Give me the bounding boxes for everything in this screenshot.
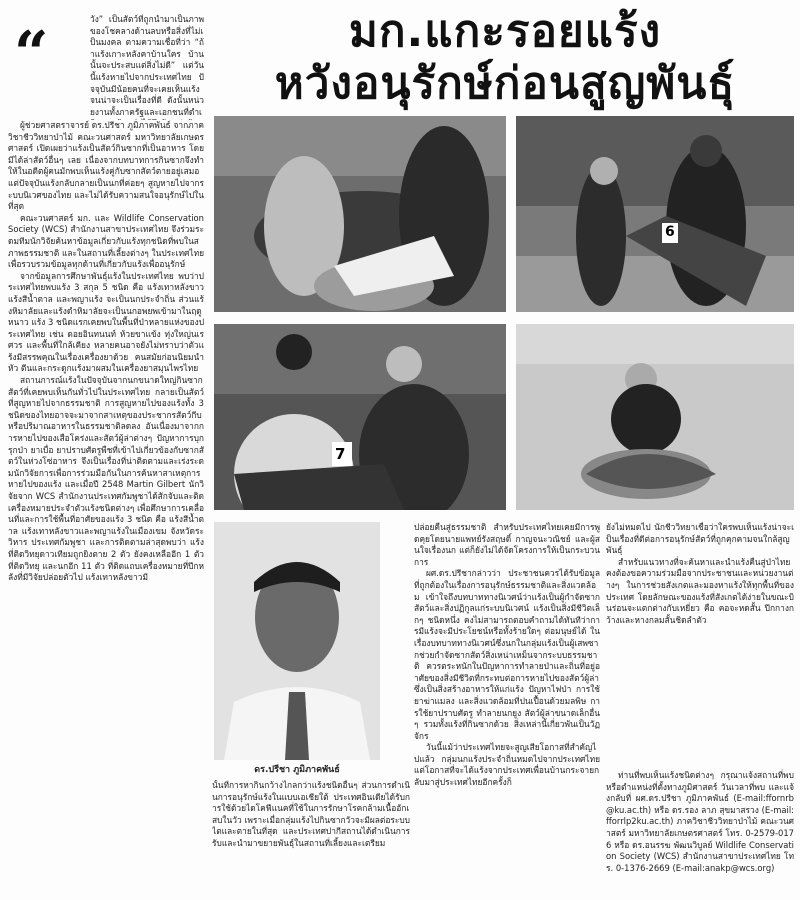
column2-body xyxy=(212,780,410,894)
portrait-photo xyxy=(214,522,380,760)
column3-p1: ปล่อยคืนสู่ธรรมชาติ สำหรับประเทศไทยเคยมีการพูดคุยโดยนายแพทย์รังสฤษดิ์ กาญจนะวณิชย์ และผู้สนใจเรื่องนก แต่ก็ยังไม่ได้จัดโครงการให้เป็นกระบวนการ xyxy=(414,522,600,567)
headline-line2: หวังอนุรักษ์ก่อนสูญพันธุ์ xyxy=(274,58,736,109)
column2-p1: นั้นที่การหากินกว้างไกลกว่าแร้งชนิดอื่นๆ ส่วนการดำเนินการอนุรักษ์แร้งในแบบเอเชียใต้ ประเทศอินเดียได้รับการใช้ด้วยไดโคฟีแนคที่ใช้ในการรักษาโรคกล้ามเนื้ออักเสบในวัว เพราะเมื่อกลุ่มแร้งไปกินซากวัวจะมีผลต่อระบบไตและตายในที่สุด และประเทศปากีสถานได้ดำเนินการรับและนำมาขยายพันธุ์ในสถานที่เลี้ยงและเตรียม xyxy=(212,780,410,848)
column3-body xyxy=(414,522,600,894)
column1-p4: จากข้อมูลการศึกษาพันธุ์แร้งในประเทศไทย พบว่าประเทศไทยพบแร้ง 3 สกุล 5 ชนิด คือ แร้งเทาหลังขาว แร้งสีน้ำตาล และพญาแร้ง จะเป็นนกประจำถิ่น ส่วนแร้งหิมาลัยและแร้งดำหิมาลัยจะเป็นนกอพยพเข้ามาในฤดูหนาว แร้ง 3 ชนิดแรกเคยพบในพื้นที่ป่าหลายแห่งของประเทศไทย เช่น ดอยอินทนนท์ ห้วยขาแข้ง ทุ่งใหญ่นเรศวร และพื้นที่ใกล้เคียง หลายคนอาจยังไม่ทราบว่าตัวแร้งมีสรรพคุณในเรื่องเครื่องยาด้วย คนสมัยก่อนนิยมนำหัว ตีนและกระดูกแร้งมาผสมในเครื่องยาสมุนไพรไทย xyxy=(8,270,204,374)
photo-vulture-handling-1 xyxy=(214,116,506,312)
headline-line1: มก.แกะรอยแร้ง xyxy=(348,6,662,57)
contact-info xyxy=(606,770,794,894)
column1-p2: ผู้ช่วยศาสตราจารย์ ดร.ปรีชา ภูมิภาคพันธ์ จากภาควิชาชีววิทยาป่าไม้ คณะวนศาสตร์ มหาวิทยาลัยเกษตรศาสตร์ เปิดเผยว่าแร้งเป็นสัตว์กินซากที่เป็นอาหาร โดยมีได้ล่าสัตว์อื่นๆ เลย เนื่องจากบทบาทการกินซากจึงทำให้ในอดีตผู้คนมักพบเห็นแร้งคู่กับซากสัตว์ตายอยู่เสมอ แต่ปัจจุบันแร้งกลับกลายเป็นนกที่ค่อยๆ สูญหายไปจากระบบนิเวศของไทย และไม่ได้รับความสนใจอนุรักษ์ไปในที่สุด xyxy=(8,120,204,212)
column1-intro xyxy=(90,14,204,120)
photo-vulture-researchers xyxy=(214,324,506,510)
vulture-tag-number: 7 xyxy=(335,445,346,463)
portrait-caption: ดร.ปรีชา ภูมิภาคพันธ์ xyxy=(254,765,340,775)
photo-vulture-wing-tag xyxy=(516,116,794,312)
column1-p3: คณะวนศาสตร์ มก. และ Wildlife Conservation Society (WCS) สำนักงานสาขาประเทศไทย จึงร่วมระดมทีมนักวิจัยค้นหาข้อมูลเกี่ยวกับแร้งทุกชนิดที่พบในสภาพธรรมชาติ และในสถานที่เลี้ยงต่างๆ ในประเทศไทย เพื่อรวบรวมข้อมูลทุกด้านที่เกี่ยวกับแร้งเพื่ออนุรักษ์ xyxy=(8,212,204,270)
column4-body xyxy=(606,522,794,712)
column4-p2: สำหรับแนวทางที่จะค้นหาและนำแร้งคืนสู่ป่าไทย คงต้องขอความร่วมมือจากประชาชนและหน่วยงานต่างๆ ในการช่วยสังเกตและมองหาแร้งให้ทุกพื้นที่ของประเทศ โดยลักษณะของแร้งที่สังเกตได้ง่ายในขณะบินร่อนจะแตกต่างกับเหยี่ยว คือ คอจะหดสั้น ปีกกางกว้างและหางกลมสั้นชิดลำตัว xyxy=(606,556,794,625)
quote-mark: “ xyxy=(14,19,49,89)
contact-text: ท่านที่พบเห็นแร้งชนิดต่างๆ กรุณาแจ้งสถานที่พบหรือตำแหน่งที่ตั้งทางภูมิศาสตร์ วันเวลาที่พบ และแจ้งกลับที่ ผศ.ดร.ปรีชา ภูมิภาคพันธ์ (E-mail:ffornrb@ku.ac.th) หรือ ดร.รอง ลาภ สุขมาสรวง (E-mail:fforrlp2ku.ac.th) ภาควิชาชีววิทยาป่าไม้ คณะวนศาสตร์ มหาวิทยาลัยเกษตรศาสตร์ โทร. 0-2579-0176 หรือ ดร.อนรรฆ พัฒนวิบูลย์ Wildlife Conservation Society (WCS) สำนักงานสาขาประเทศไทย โทร. 0-1376-2669 (E-mail:anakp@wcs.org) xyxy=(606,770,794,873)
column1-p1: วัง” เป็นสัตว์ที่ถูกนำมาเป็นภาพของโชคลางด้านลบหรือสิ่งที่ไม่เป็นมงคล ตามความเชื่อที่ว่า “ถ้าแร้งเกาะหลังคาบ้านใคร บ้านนั้นจะประสบแต่สิ่งไม่ดี” แต่วันนี้แร้งหายไปจากประเทศไทย ปัจจุบันมีน้อยคนที่จะเคยเห็นแร้งจนน่าจะเป็นเรื่องที่ดี ดังนั้นหน่วยงานทั้งภาครัฐและเอกชนที่ดำเ xyxy=(90,14,204,117)
wing-tag-number: 6 xyxy=(665,224,675,240)
column1-p5: สถานการณ์แร้งในปัจจุบันจากนกขนาดใหญ่กินซากสัตว์ที่เคยพบเห็นกันทั่วไปในประเทศไทย กลายเป็นสัตว์ที่สูญหายไปจากธรรมชาติ การสูญหายไปของแร้งทั้ง 3 ชนิดของไทยอาจจะมาจากสาเหตุของประชากรสัตว์กีบหรือปริมาณอาหารในธรรมชาติลดลง อันเนื่องมาจากการหายไปของเสือโคร่งและสัตว์ผู้ล่าต่างๆ ปัญหาการบุกรุกป่า ยาเบื่อ ยาปราบศัตรูพืชที่เข้าไปเกี่ยวข้องกับซากสัตว์ในห่วงโซ่อาหาร จึงเป็นเรื่องที่น่าติดตามและเร่งระดมนักวิจัยการเพื่อการร่วมมือกันในการค้นหาสาเหตุการหายไปของแร้ง และเมื่อปี 2548 Martin Gilbert นักวิจัยจาก WCS สำนักงานประเทศกัมพูชาได้สักจับและติดเครื่องหมายประจำตัวแร้งชนิดต่างๆ เพื่อศึกษาการเคลื่อนที่และการใช้พื้นที่อาศัยของแร้ง 3 ชนิด คือ แร้งสีน้ำตาล แร้งเทาหลังขาวและพญาแร้งในเมืองเขม จังหวัดระวิหาร ประเทศกัมพูชา และการติดตามล่าสุดพบว่า แร้งที่ติดวิทยุดาวเทียมถูกยิงตาย 2 ตัว ยังคงเหลืออีก 1 ตัว ที่ติดวิทยุ และนกอีก 11 ตัว ที่ติดแถบเครื่องหมายที่ปีกหลังที่มีวิจัยปล่อยตัวไป แร้งเทาหลังขาวมี xyxy=(8,375,204,583)
photo-vulture-release xyxy=(516,324,794,510)
column4-p1: ยังไม่หมดไป นักชีววิทยาเชื่อว่าใครพบเห็นแร้งน่าจะเป็นเรื่องที่ดีต่อการอนุรักษ์สัตว์ที่ถูกคุกคามจนใกล้สูญพันธุ์ xyxy=(606,522,794,556)
column3-p2: ผศ.ดร.ปรีชากล่าวว่า ประชาชนควรได้รับข้อมูลที่ถูกต้องในเรื่องการอนุรักษ์ธรรมชาติและสิ่งแวดล้อม เข้าใจถึงบทบาททางนิเวศน์ว่าแร้งเป็นผู้กำจัดซากสัตว์และสิ่งปฏิกูลแก่ระบบนิเวศน์ แร้งเป็นสิ่งมีชีวิตเล็กๆ ชนิดหนึ่ง คงไม่สามารถตอบคำถามได้ทันทีว่าการมีแร้งจะมีประโยชน์หรือทั้งร้ายใดๆ ต่อมนุษย์ได้ ในเรื่องบทบาททางนิเวศน์ซึ่งนกในกลุ่มแร้งเป็นผู้เสพซากช่วยกำจัดซากสัตว์สิ่งเหน่าเหม็นจากระบบธรรมชาติ ควรตระหนักในปัญหาการทำลายป่าและถิ่นที่อยู่อาศัยของสิ่งมีชีวิตที่กระทบต่อการหายไปของสัตว์ผู้ล่า ซึ่งเป็นสิ่งสร้างอาหารให้แก่แร้ง ปัญหาไฟป่า การใช้ยาฆ่าแมลง และสิ่งแวดล้อมที่ปนเปื้อนด้วยมลพิษ การใช้ยาปราบศัตรู ทำลายนกยูง สัตว์ผู้ล่าขนาดเล็กอื่นๆ รวมทั้งแร้งที่กินซากด้วย สิ่งเหล่านี้เกี่ยวพันเป็นวัฏจักร xyxy=(414,568,600,741)
column3-p3: วันนี้แม้ว่าประเทศไทยจะสูญเสียโอกาสที่สำคัญไปแล้ว กลุ่มนกแร้งประจำถิ่นหมดไปจากประเทศไทย แต่โอกาสที่จะได้แร้งจากประเทศเพื่อนบ้านกระจายกลับมาสู่ประเทศไทยอีกครั้งก็ xyxy=(414,742,600,788)
column1-body xyxy=(8,120,204,892)
